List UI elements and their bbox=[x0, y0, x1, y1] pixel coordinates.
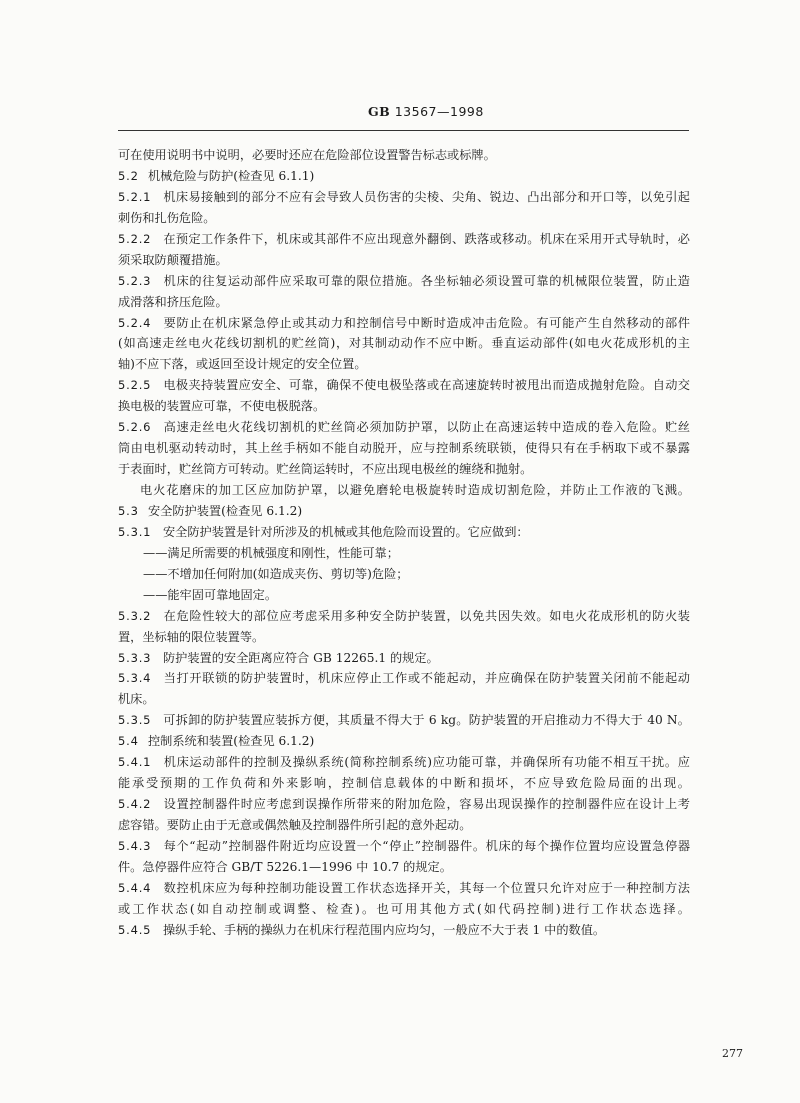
clause-number: 5.2.2 bbox=[118, 231, 152, 246]
clause-line bbox=[118, 313, 690, 334]
clause-number: 5.4.4 bbox=[118, 880, 152, 895]
clause-number: 5.3 bbox=[118, 503, 139, 518]
clause-text: 机床易接触到的部分不应有会导致人员伤害的尖棱、尖角、锐边、凸出部分和开口等，以免引起 bbox=[163, 189, 690, 204]
clause-text: 可拆卸的防护装置应装拆方便，其质量不得大于 6 kg。防护装置的开启推动力不得大于 40 N。 bbox=[163, 713, 690, 728]
text-line: 或工作状态(如自动控制或调整、检查)。也可用其他方式(如代码控制)进行工作状态选择。 bbox=[118, 901, 690, 916]
section-heading bbox=[118, 166, 690, 187]
clause-line bbox=[118, 794, 690, 815]
clause-text: 机床的往复运动部件应采取可靠的限位措施。各坐标轴必须设置可靠的机械限位装置，防止造 bbox=[163, 273, 690, 288]
clause-text: 操纵手轮、手柄的操纵力在机床行程范围内应均匀，一般应不大于表 1 中的数值。 bbox=[163, 922, 606, 937]
document-body bbox=[118, 145, 690, 941]
clause-line bbox=[118, 836, 690, 857]
clause-number: 5.2.3 bbox=[118, 273, 152, 288]
header-rule bbox=[118, 130, 689, 131]
clause-text: 机床运动部件的控制及操纵系统(简称控制系统)应功能可靠，并确保所有功能不相互干扰。应 bbox=[163, 755, 690, 770]
clause-number: 5.2.6 bbox=[118, 420, 152, 435]
clause-number: 5.3.3 bbox=[118, 650, 152, 665]
clause-text: 当打开联锁的防护装置时，机床应停止工作或不能起动，并应确保在防护装置关闭前不能起动 bbox=[163, 671, 690, 686]
clause-line bbox=[118, 710, 690, 731]
clause-text: 设置控制器件时应考虑到误操作所带来的附加危险，容易出现误操作的控制器件应在设计上考 bbox=[163, 797, 690, 812]
text-line: 筒由电机驱动转动时，其上丝手柄如不能自动脱开，应与控制系统联锁，使得只有在手柄取下或不暴露 bbox=[118, 441, 690, 456]
text-line: 可在使用说明书中说明，必要时还应在危险部位设置警告标志或标牌。 bbox=[118, 148, 496, 162]
clause-text: 在预定工作条件下，机床或其部件不应出现意外翻倒、跌落或移动。机床在采用开式导轨时，必 bbox=[163, 231, 690, 246]
clause-text: 高速走丝电火花线切割机的贮丝筒必须加防护罩，以防止在高速运转中造成的卷入危险。贮丝 bbox=[163, 420, 690, 435]
text-line: 机床。 bbox=[118, 692, 155, 707]
clause-number: 5.4.1 bbox=[118, 755, 152, 770]
standard-prefix: GB bbox=[368, 104, 391, 119]
clause-number: 5.4.2 bbox=[118, 797, 152, 812]
section-heading bbox=[118, 731, 690, 752]
text-line: 能承受预期的工作负荷和外来影响，控制信息载体的中断和损坏，不应导致危险局面的出现。 bbox=[118, 776, 690, 791]
text-line: 轴)不应下落，或返回至设计规定的安全位置。 bbox=[118, 357, 367, 372]
clause-line bbox=[118, 417, 690, 438]
clause-text: 安全防护装置是针对所涉及的机械或其他危险而设置的。它应做到： bbox=[163, 524, 529, 539]
clause-number: 5.2.5 bbox=[118, 378, 152, 393]
clause-text: 电极夹持装置应安全、可靠，确保不使电极坠落或在高速旋转时被甩出而造成抛射危险。自动交 bbox=[163, 378, 690, 393]
clause-text: 控制系统和装置(检查见 6.1.2) bbox=[148, 734, 315, 749]
section-heading bbox=[118, 501, 690, 522]
text-line: (如高速走丝电火花线切割机的贮丝筒)，对其制动动作不应中断。垂直运动部件(如电火花成形机的主 bbox=[118, 336, 690, 351]
text-line: 于表面时，贮丝筒方可转动。贮丝筒运转时，不应出现电极丝的缠绕和抛射。 bbox=[118, 462, 533, 477]
text-line: 电火花磨床的加工区应加防护罩，以避免磨轮电极旋转时造成切割危险，并防止工作液的飞溅。 bbox=[140, 483, 690, 497]
standard-code bbox=[368, 104, 484, 119]
text-line: 须采取防颠覆措施。 bbox=[118, 252, 228, 267]
clause-number: 5.3.1 bbox=[118, 524, 152, 539]
clause-text: 数控机床应为每种控制功能设置工作状态选择开关，其每一个位置只允许对应于一种控制方法 bbox=[163, 880, 690, 895]
clause-text: 防护装置的安全距离应符合 GB 12265.1 的规定。 bbox=[163, 650, 439, 665]
clause-line bbox=[118, 668, 690, 689]
clause-line bbox=[118, 271, 690, 292]
clause-line bbox=[118, 920, 690, 941]
clause-number: 5.4 bbox=[118, 734, 139, 749]
text-line: 虑容错。要防止由于无意或偶然触及控制器件所引起的意外起动。 bbox=[118, 818, 472, 832]
text-line: 换电极的装置应可靠，不使电极脱落。 bbox=[118, 399, 326, 414]
clause-number: 5.3.2 bbox=[118, 608, 152, 623]
clause-number: 5.4.5 bbox=[118, 922, 152, 937]
clause-line bbox=[118, 606, 690, 627]
clause-text: 安全防护装置(检查见 6.1.2) bbox=[148, 503, 303, 518]
clause-line bbox=[118, 648, 690, 669]
page-number: 277 bbox=[722, 1047, 743, 1060]
clause-line bbox=[118, 522, 690, 543]
clause-line bbox=[118, 878, 690, 899]
clause-number: 5.3.4 bbox=[118, 671, 152, 686]
clause-number: 5.3.5 bbox=[118, 713, 152, 728]
text-line: 成滑落和挤压危险。 bbox=[118, 294, 228, 309]
clause-line bbox=[118, 229, 690, 250]
list-item: ——能牢固可靠地固定。 bbox=[143, 587, 278, 602]
text-line: 刺伤和扎伤危险。 bbox=[118, 210, 216, 225]
clause-number: 5.4.3 bbox=[118, 838, 152, 853]
list-item: ——不增加任何附加(如造成夹伤、剪切等)危险； bbox=[143, 566, 409, 581]
clause-number: 5.2 bbox=[118, 168, 139, 183]
clause-line bbox=[118, 752, 690, 773]
clause-number: 5.2.1 bbox=[118, 189, 152, 204]
clause-line bbox=[118, 375, 690, 396]
clause-number: 5.2.4 bbox=[118, 315, 152, 330]
standard-number: 13567—1998 bbox=[394, 104, 484, 119]
clause-line bbox=[118, 187, 690, 208]
clause-text: 要防止在机床紧急停止或其动力和控制信号中断时造成冲击危险。有可能产生自然移动的部件 bbox=[163, 315, 690, 330]
clause-text: 每个“起动”控制器件附近均应设置一个“停止”控制器件。机床的每个操作位置均应设置急停器 bbox=[163, 838, 690, 853]
text-line: 置，坐标轴的限位装置等。 bbox=[118, 629, 265, 644]
list-item: ——满足所需要的机械强度和刚性，性能可靠； bbox=[143, 545, 399, 560]
clause-text: 机械危险与防护(检查见 6.1.1) bbox=[148, 168, 315, 183]
clause-text: 在危险性较大的部位应考虑采用多种安全防护装置，以免共因失效。如电火花成形机的防火装 bbox=[163, 608, 690, 623]
text-line: 件。急停器件应符合 GB/T 5226.1—1996 中 10.7 的规定。 bbox=[118, 859, 452, 874]
